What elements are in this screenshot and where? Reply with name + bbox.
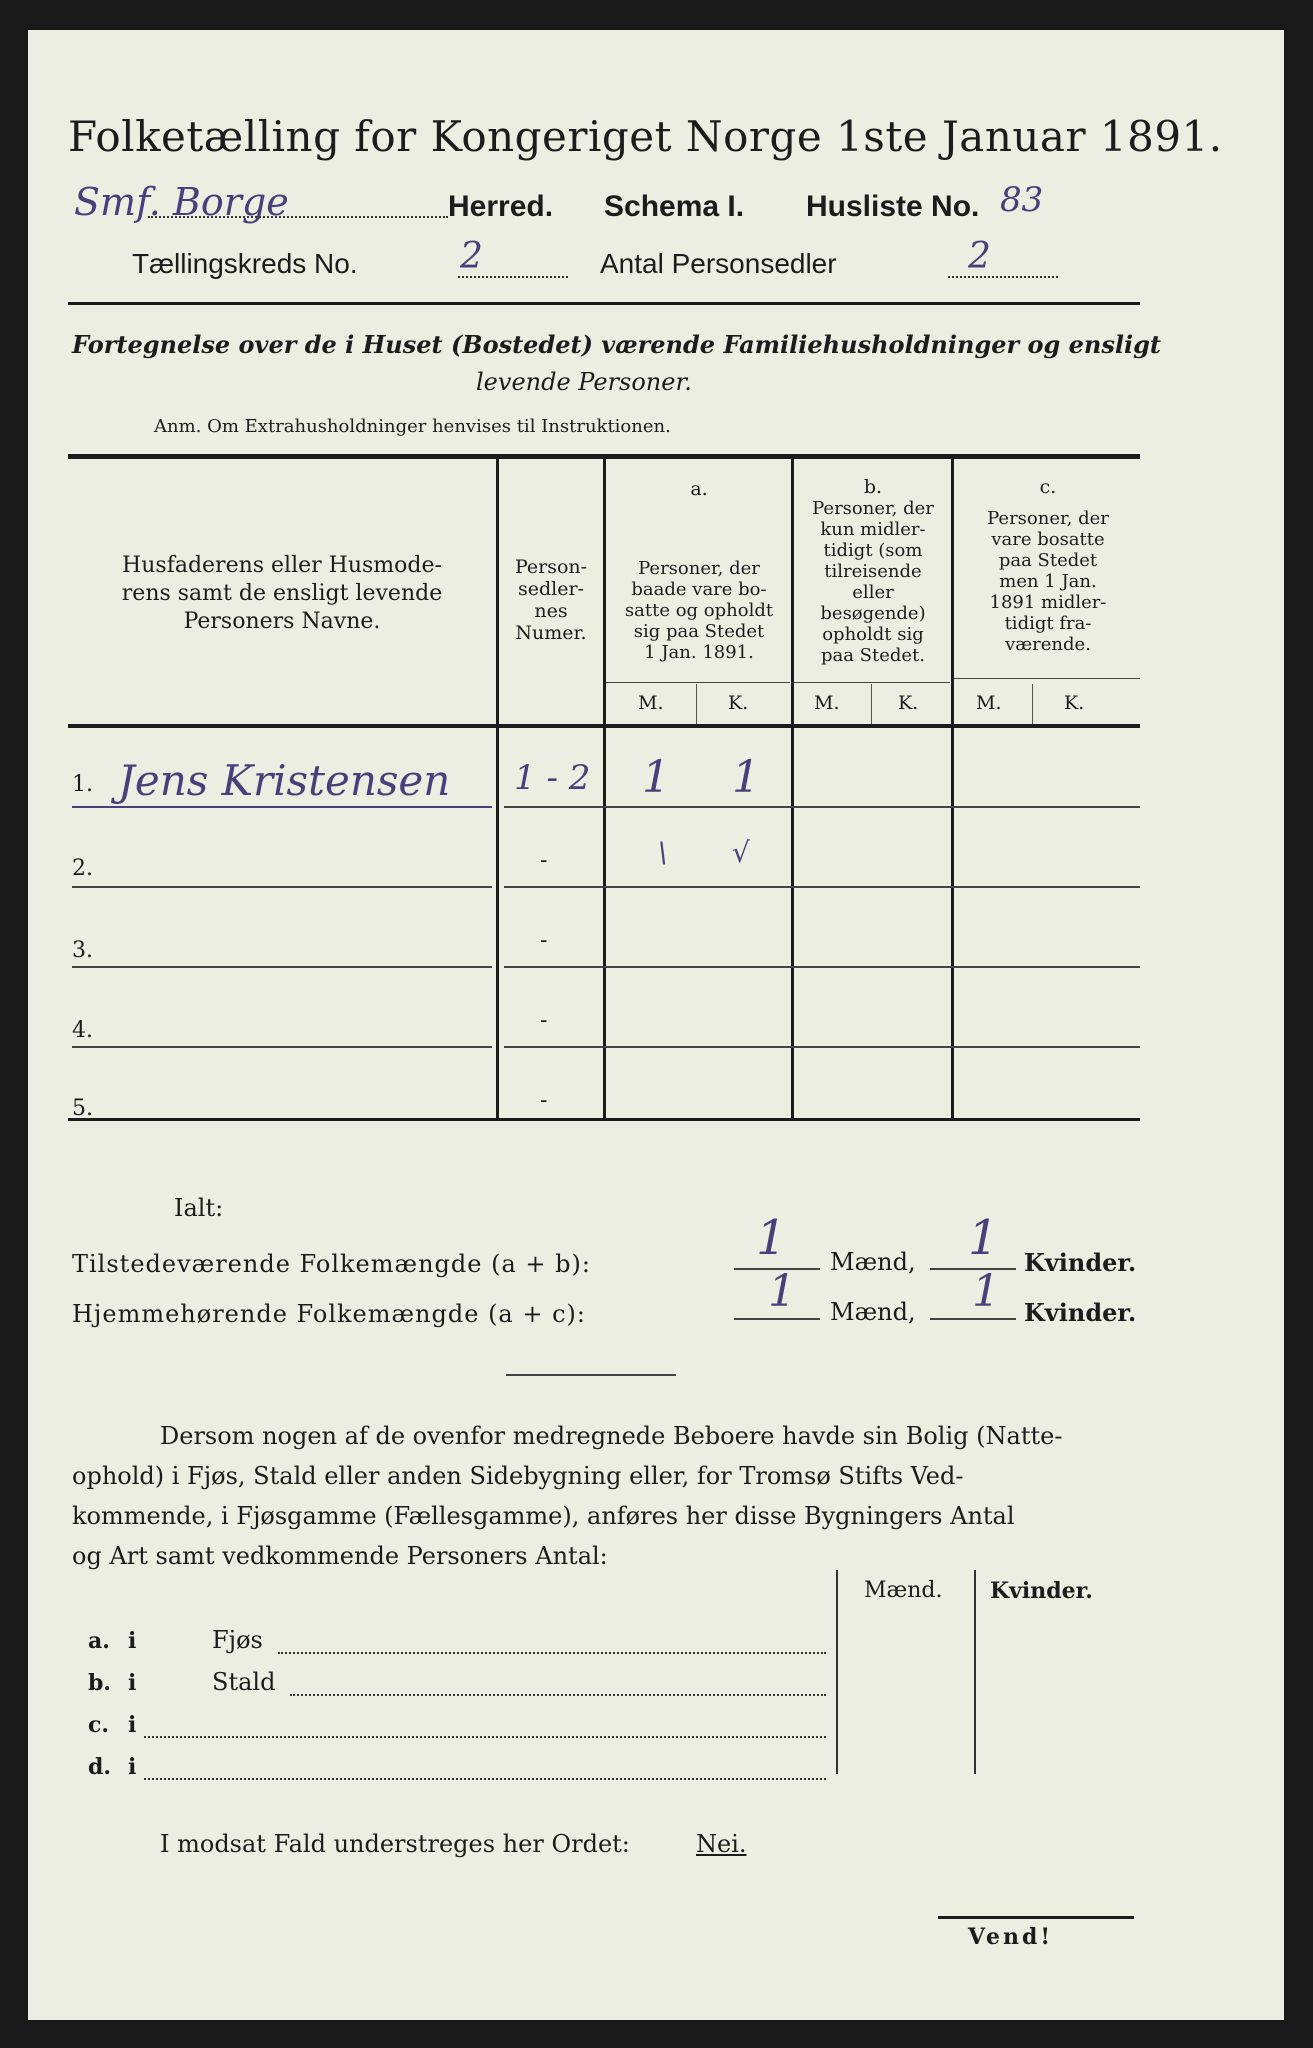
building-letter: d.: [88, 1754, 112, 1780]
row-number: 4.: [72, 1018, 93, 1043]
ialt-label: Ialt:: [174, 1194, 224, 1222]
buildings-col-divider-1: [836, 1570, 838, 1774]
row-line: [72, 1046, 492, 1048]
row-number: 1.: [72, 772, 93, 797]
row-line: [504, 886, 1140, 888]
row-a-k: 1: [732, 752, 760, 803]
building-letter: c.: [88, 1712, 110, 1738]
col-header-c: Personer, der vare bosatte paa Stedet men 1 Jan. 1891 midler- tidigt fra- værende.: [987, 508, 1109, 655]
building-dotted-line: [144, 1736, 826, 1738]
row-a-m: 1: [642, 752, 670, 803]
anm-note: Anm. Om Extrahusholdninger henvises til Instruktionen.: [154, 416, 671, 437]
vend-label: Vend!: [968, 1924, 1054, 1950]
mk-rule-b: [794, 682, 950, 683]
hjemme-maend-value: 1: [768, 1266, 796, 1317]
header-k-a: K.: [728, 692, 749, 714]
row-person-number: -: [540, 928, 548, 953]
building-i: i: [128, 1628, 137, 1654]
row-line: [72, 966, 492, 968]
row-number: 2.: [72, 856, 93, 881]
col-divider-2: [603, 458, 606, 1120]
tilstede-label: Tilstedeværende Folkemængde (a + b):: [72, 1250, 591, 1278]
mk-sub-a: [696, 684, 697, 724]
header-divider: [68, 302, 1140, 305]
row-person-number: 1 - 2: [514, 758, 591, 798]
building-i: i: [128, 1712, 137, 1738]
intro-line-1: Fortegnelse over de i Huset (Bostedet) værende Familiehusholdninger og ensligt: [72, 330, 1161, 359]
para-line-2: ophold) i Fjøs, Stald eller anden Sidebygning eller, for Tromsø Stifts Ved-: [72, 1462, 964, 1490]
row-line: [504, 806, 1140, 808]
herred-dotted-line: [148, 216, 448, 218]
husliste-label: Husliste No.: [806, 190, 980, 223]
kreds-number: 2: [460, 236, 483, 277]
footer-text: I modsat Fald understreges her Ordet:: [160, 1830, 630, 1858]
row-a-k: √: [732, 836, 750, 869]
antal-dotted-line: [948, 276, 1058, 278]
row-line: [72, 806, 492, 808]
building-dotted-line: [290, 1694, 826, 1696]
hjemme-kvinder-label: Kvinder.: [1024, 1298, 1137, 1327]
building-letter: b.: [88, 1670, 112, 1696]
row-name: Jens Kristensen: [118, 756, 451, 805]
col-divider-4: [951, 458, 954, 1120]
building-label: Stald: [212, 1668, 276, 1696]
antal-label: Antal Personsedler: [600, 248, 837, 279]
row-person-number: -: [540, 1008, 548, 1033]
building-dotted-line: [278, 1652, 826, 1654]
mk-sub-c: [1032, 684, 1033, 724]
hjemme-kvinder-value: 1: [972, 1266, 1000, 1317]
footer-nei: Nei.: [696, 1830, 747, 1858]
antal-number: 2: [968, 236, 991, 277]
mk-rule-a: [606, 682, 790, 683]
row-person-number: -: [540, 1088, 548, 1113]
header-m-a: M.: [638, 692, 664, 714]
buildings-col-divider-2: [974, 1570, 976, 1774]
herred-label: Herred.: [448, 190, 554, 223]
row-a-m: \: [658, 836, 668, 869]
row-number: 3.: [72, 938, 93, 963]
para-line-3: kommende, i Fjøsgamme (Fællesgamme), anføres her disse Bygningers Antal: [72, 1502, 1015, 1530]
schema-label: Schema I.: [604, 190, 745, 223]
kreds-dotted-line: [458, 276, 568, 278]
row-number: 5.: [72, 1096, 93, 1121]
col-header-a: Personer, der baade vare bo- satte og opholdt sig paa Stedet 1 Jan. 1891.: [624, 558, 774, 663]
header-m-b: M.: [814, 692, 840, 714]
building-letter: a.: [88, 1628, 110, 1654]
row-line: [504, 1046, 1140, 1048]
hjemme-label: Hjemmehørende Folkemængde (a + c):: [72, 1300, 586, 1328]
header-m-c: M.: [976, 692, 1002, 714]
row-person-number: -: [540, 848, 548, 873]
header-k-c: K.: [1064, 692, 1085, 714]
mk-sub-b: [871, 684, 872, 724]
tilstede-maend-value: 1: [756, 1210, 787, 1266]
husliste-number: 83: [1000, 180, 1044, 220]
building-dotted-line: [144, 1778, 826, 1780]
tilstede-kvinder-value: 1: [968, 1210, 999, 1266]
building-i: i: [128, 1670, 137, 1696]
buildings-maend-header: Mænd.: [864, 1578, 943, 1603]
header-k-b: K.: [898, 692, 919, 714]
census-form-page: [28, 30, 1284, 2020]
section-divider: [506, 1374, 676, 1376]
hjemme-maend-line: [734, 1318, 820, 1320]
hjemme-maend-label: Mænd,: [830, 1298, 916, 1326]
para-line-1: Dersom nogen af de ovenfor medregnede Beboere havde sin Bolig (Natte-: [160, 1422, 1063, 1450]
kreds-label: Tællingskreds No.: [132, 248, 358, 279]
mk-rule-c: [954, 678, 1140, 679]
building-label: Fjøs: [212, 1626, 263, 1654]
vend-rule: [938, 1916, 1134, 1919]
tilstede-kvinder-label: Kvinder.: [1024, 1248, 1137, 1277]
row-line: [72, 886, 492, 888]
tilstede-maend-label: Mænd,: [830, 1248, 916, 1276]
col-header-a-letter: a.: [690, 478, 708, 500]
col-header-number: Person- sedler- nes Numer.: [514, 556, 588, 644]
intro-line-2: levende Personer.: [476, 368, 692, 396]
hjemme-kvinder-line: [930, 1318, 1016, 1320]
para-line-4: og Art samt vedkommende Personers Antal:: [72, 1542, 608, 1570]
form-title: Folketælling for Kongeriget Norge 1ste Januar 1891.: [68, 112, 1223, 161]
col-header-b: Personer, der kun midler- tidigt (som tilreisende eller besøgende) opholdt sig paa Stedet.: [812, 498, 934, 666]
col-header-b-letter: b.: [863, 476, 883, 498]
col-divider-3: [791, 458, 794, 1120]
building-i: i: [128, 1754, 137, 1780]
col-header-c-letter: c.: [1039, 476, 1057, 498]
col-divider-1: [496, 458, 499, 1120]
herred-handwritten: Smf. Borge: [74, 180, 289, 224]
col-header-name: Husfaderens eller Husmode- rens samt de ensligt levende Personers Navne.: [121, 553, 443, 634]
buildings-kvinder-header: Kvinder.: [990, 1578, 1093, 1604]
row-line: [504, 966, 1140, 968]
